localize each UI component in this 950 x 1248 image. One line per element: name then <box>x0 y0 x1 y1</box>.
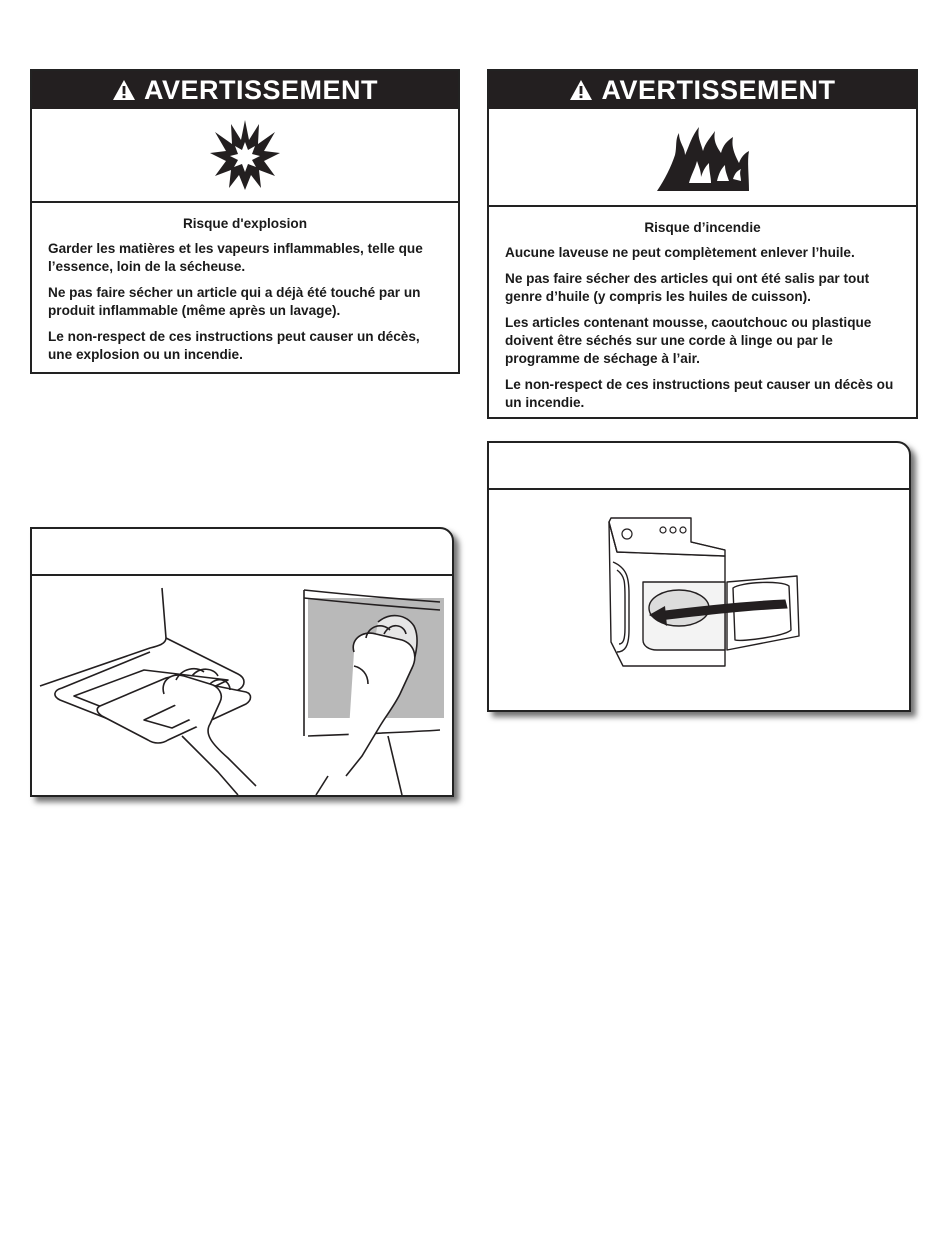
explosion-icon <box>209 118 281 192</box>
warning-triangle-icon <box>569 79 593 101</box>
risk-label: Risque d'explosion <box>182 216 308 231</box>
warning-triangle-icon <box>112 79 136 101</box>
warning-title: AVERTISSEMENT <box>601 74 836 105</box>
dryer-loading-illustration-box <box>487 441 911 712</box>
warning-paragraph: Aucune laveuse ne peut complètement enlever l’huile. <box>505 245 855 260</box>
warning-paragraph: Le non-respect de ces instructions peut causer un décès ou un incendie. <box>505 377 894 410</box>
warning-box-explosion <box>30 69 460 374</box>
illustration-header <box>32 529 452 576</box>
risk-label: Risque d’incendie <box>644 220 761 235</box>
illustration-header <box>489 443 909 490</box>
warning-text <box>32 203 458 374</box>
warning-header <box>489 71 916 109</box>
symbol-area <box>489 109 916 207</box>
dryer-loading-illustration <box>489 490 909 710</box>
illustration-body <box>32 576 452 795</box>
warning-paragraph: Ne pas faire sécher un article qui a déjà été touché par un produit inflammable (même après un lavage). <box>48 285 421 318</box>
warning-header <box>32 71 458 109</box>
lint-screen-illustration-box <box>30 527 454 797</box>
illustration-body <box>489 490 909 710</box>
warning-paragraph: Les articles contenant mousse, caoutchouc ou plastique doivent être séchés sur une corde à linge ou par le programme de séchage à l’air. <box>505 315 872 366</box>
symbol-area <box>32 109 458 203</box>
fire-icon <box>655 121 751 193</box>
warning-box-fire <box>487 69 918 419</box>
warning-paragraph: Garder les matières et les vapeurs inflammables, telle que l’essence, loin de la sécheuse. <box>48 241 423 274</box>
warning-paragraph: Le non-respect de ces instructions peut causer un décès, une explosion ou un incendie. <box>48 329 420 362</box>
warning-text <box>489 207 916 422</box>
warning-paragraph: Ne pas faire sécher des articles qui ont été salis par tout genre d’huile (y compris les huiles de cuisson). <box>505 271 870 304</box>
lint-screen-cleaning-illustration <box>32 576 452 795</box>
warning-title: AVERTISSEMENT <box>143 74 379 105</box>
